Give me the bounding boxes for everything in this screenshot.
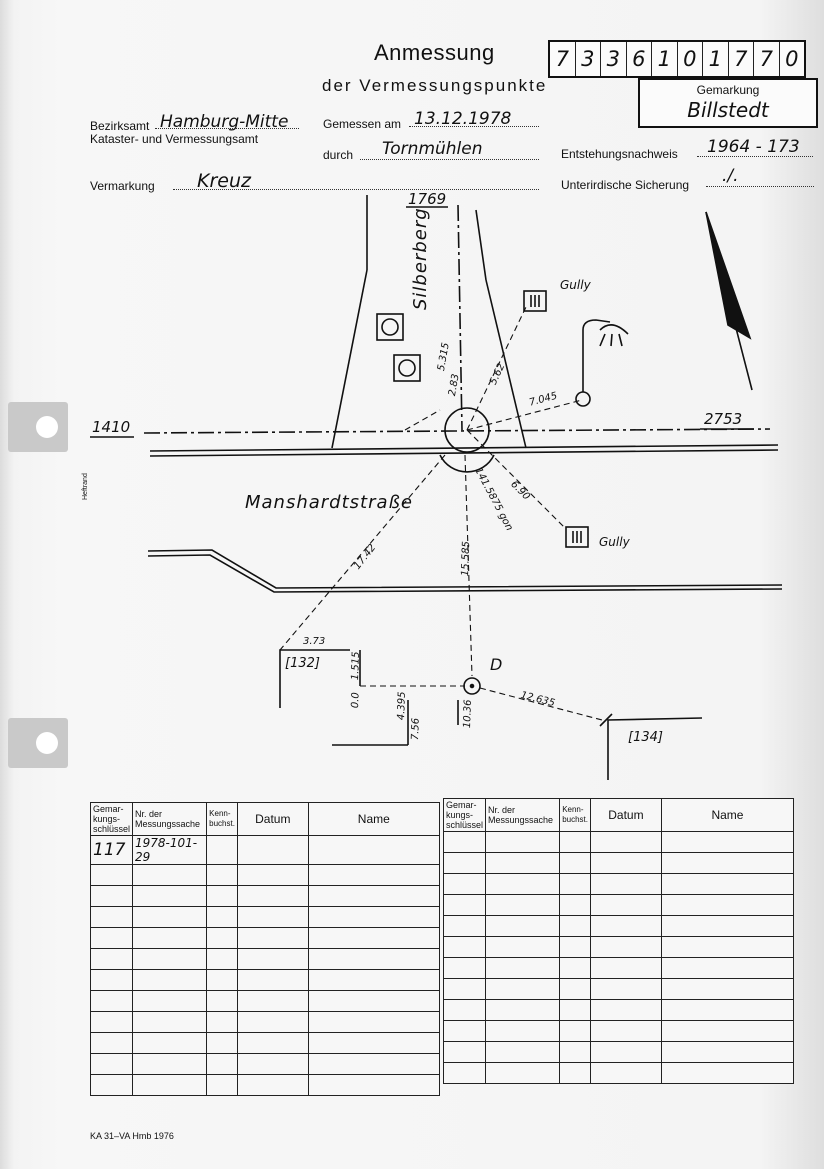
table-cell[interactable] bbox=[486, 895, 560, 916]
table-cell[interactable] bbox=[133, 1012, 207, 1033]
dim-angle: 141.5875 gon bbox=[472, 466, 515, 533]
table-cell[interactable] bbox=[444, 937, 486, 958]
register-header-row bbox=[444, 799, 794, 832]
table-cell[interactable] bbox=[133, 865, 207, 886]
register-header-cell: Kenn-buchst. bbox=[207, 803, 238, 836]
table-cell[interactable] bbox=[91, 928, 133, 949]
table-cell[interactable] bbox=[486, 1063, 560, 1084]
table-cell[interactable] bbox=[661, 958, 793, 979]
table-cell[interactable] bbox=[590, 1021, 661, 1042]
table-cell[interactable] bbox=[207, 886, 238, 907]
form-code: KA 31–VA Hmb 1976 bbox=[90, 1131, 174, 1141]
table-row bbox=[444, 937, 794, 958]
dim-5315: 5.315 bbox=[436, 341, 452, 372]
table-cell[interactable] bbox=[91, 865, 133, 886]
table-cell[interactable] bbox=[661, 937, 793, 958]
table-cell[interactable] bbox=[237, 1033, 308, 1054]
table-cell[interactable] bbox=[560, 832, 591, 853]
table-cell[interactable] bbox=[486, 958, 560, 979]
table-cell[interactable] bbox=[308, 1033, 439, 1054]
table-cell[interactable] bbox=[661, 1021, 793, 1042]
table-cell[interactable] bbox=[91, 991, 133, 1012]
sicherung-label: Unterirdische Sicherung bbox=[561, 178, 690, 192]
table-cell[interactable] bbox=[486, 832, 560, 853]
table-cell[interactable] bbox=[133, 1075, 207, 1096]
table-cell[interactable] bbox=[560, 1000, 591, 1021]
table-cell[interactable] bbox=[207, 1075, 238, 1096]
table-row bbox=[444, 874, 794, 895]
dim-7045: 7.045 bbox=[528, 390, 559, 409]
lamp-base-circle bbox=[576, 392, 590, 406]
ref-132: [132] bbox=[285, 656, 320, 671]
table-cell[interactable] bbox=[661, 895, 793, 916]
table-cell[interactable] bbox=[560, 916, 591, 937]
table-cell[interactable] bbox=[133, 1033, 207, 1054]
register-header-cell: Datum bbox=[237, 803, 308, 836]
table-cell[interactable] bbox=[661, 979, 793, 1000]
dim-373: 3.73 bbox=[303, 636, 326, 647]
table-cell[interactable] bbox=[486, 1000, 560, 1021]
point-number-digit: 0 bbox=[678, 42, 704, 76]
table-cell[interactable] bbox=[661, 1063, 793, 1084]
street-manshardtstrasse: Manshardtstraße bbox=[245, 492, 413, 513]
table-cell[interactable] bbox=[486, 937, 560, 958]
table-cell[interactable] bbox=[91, 1033, 133, 1054]
register-header-cell: Gemar-kungs-schlüssel bbox=[444, 799, 486, 832]
table-cell[interactable] bbox=[590, 937, 661, 958]
register-header-cell: Datum bbox=[590, 799, 661, 832]
table-cell[interactable] bbox=[444, 895, 486, 916]
table-row bbox=[91, 970, 440, 991]
point-number-digit: 1 bbox=[652, 42, 678, 76]
table-cell[interactable] bbox=[661, 832, 793, 853]
table-cell[interactable] bbox=[237, 949, 308, 970]
table-cell[interactable]: 117 bbox=[91, 836, 133, 865]
table-cell[interactable] bbox=[486, 1042, 560, 1063]
table-cell[interactable] bbox=[590, 1000, 661, 1021]
dim-4395: 4.395 bbox=[396, 691, 408, 721]
table-row bbox=[444, 979, 794, 1000]
table-cell[interactable] bbox=[207, 1054, 238, 1075]
point-number-digit: 6 bbox=[627, 42, 653, 76]
table-cell[interactable] bbox=[133, 991, 207, 1012]
table-cell[interactable] bbox=[237, 1075, 308, 1096]
parcel-2753: 2753 bbox=[704, 410, 743, 428]
table-row bbox=[444, 958, 794, 979]
table-cell[interactable] bbox=[91, 886, 133, 907]
table-row bbox=[444, 1063, 794, 1084]
table-cell[interactable] bbox=[560, 1021, 591, 1042]
table-cell[interactable] bbox=[308, 1012, 439, 1033]
dim-756: 7.56 bbox=[410, 717, 422, 741]
table-cell[interactable] bbox=[590, 1042, 661, 1063]
table-cell[interactable] bbox=[207, 907, 238, 928]
table-cell[interactable] bbox=[308, 865, 439, 886]
kataster-label: Kataster- und Vermessungsamt bbox=[90, 132, 259, 146]
table-cell[interactable] bbox=[560, 937, 591, 958]
table-cell[interactable] bbox=[237, 928, 308, 949]
table-cell[interactable] bbox=[133, 928, 207, 949]
gemessen-label: Gemessen am bbox=[323, 117, 402, 131]
register-table-left bbox=[90, 802, 440, 1096]
table-cell[interactable] bbox=[207, 1033, 238, 1054]
table-row bbox=[91, 1012, 440, 1033]
silberberg-edge-right-top bbox=[476, 210, 486, 280]
point-number-digit: 1 bbox=[703, 42, 729, 76]
table-row bbox=[444, 1021, 794, 1042]
table-row bbox=[444, 832, 794, 853]
table-row bbox=[91, 1033, 440, 1054]
hydrant-box-1 bbox=[377, 314, 403, 340]
point-D-label: D bbox=[490, 655, 503, 674]
table-cell[interactable] bbox=[308, 1075, 439, 1096]
bezirksamt-label: Bezirksamt bbox=[90, 119, 150, 133]
register-header-cell: Nr. der Messungssache bbox=[133, 803, 207, 836]
parcel-boundary-horizontal bbox=[144, 429, 770, 433]
table-cell[interactable] bbox=[590, 1063, 661, 1084]
parcel-1410: 1410 bbox=[92, 418, 131, 436]
table-cell[interactable] bbox=[237, 865, 308, 886]
table-cell[interactable] bbox=[590, 874, 661, 895]
table-cell[interactable] bbox=[444, 958, 486, 979]
table-cell[interactable] bbox=[486, 1021, 560, 1042]
durch-value: Tornmühlen bbox=[382, 139, 483, 159]
line-to-hydrant bbox=[467, 400, 582, 430]
bezirksamt-value: Hamburg-Mitte bbox=[160, 112, 289, 132]
table-row bbox=[444, 853, 794, 874]
silberberg-edge-left bbox=[332, 270, 367, 448]
table-cell[interactable] bbox=[661, 874, 793, 895]
table-cell[interactable] bbox=[91, 949, 133, 970]
table-cell[interactable] bbox=[560, 1042, 591, 1063]
table-cell[interactable] bbox=[444, 916, 486, 937]
table-cell[interactable] bbox=[308, 928, 439, 949]
silberberg-edge-right bbox=[486, 280, 526, 448]
table-cell[interactable] bbox=[590, 979, 661, 1000]
gully-bottom-label: Gully bbox=[599, 535, 630, 549]
gully-top-label: Gully bbox=[560, 278, 591, 292]
point-number-digit: 7 bbox=[729, 42, 755, 76]
table-row bbox=[91, 949, 440, 970]
table-cell[interactable] bbox=[91, 907, 133, 928]
vermarkung-label: Vermarkung bbox=[90, 179, 155, 193]
table-row bbox=[91, 836, 440, 865]
dim-2837: 2.83 bbox=[447, 373, 462, 397]
point-number-digit: 0 bbox=[785, 47, 799, 71]
table-row bbox=[91, 907, 440, 928]
table-row bbox=[91, 865, 440, 886]
point-D-center bbox=[471, 685, 474, 688]
table-cell[interactable] bbox=[444, 1000, 486, 1021]
point-number-digit: 7 bbox=[550, 42, 576, 76]
table-row bbox=[91, 1054, 440, 1075]
street-lamp-icon bbox=[583, 320, 610, 392]
table-cell[interactable] bbox=[308, 886, 439, 907]
table-cell[interactable] bbox=[486, 874, 560, 895]
ref-134: [134] bbox=[628, 730, 663, 745]
table-cell[interactable] bbox=[133, 907, 207, 928]
table-cell[interactable] bbox=[560, 874, 591, 895]
table-cell[interactable] bbox=[590, 916, 661, 937]
table-cell[interactable] bbox=[91, 1012, 133, 1033]
table-row bbox=[444, 1042, 794, 1063]
table-cell[interactable] bbox=[444, 874, 486, 895]
street-silberberg: Silberberg bbox=[410, 207, 431, 310]
table-cell[interactable] bbox=[444, 853, 486, 874]
table-cell[interactable] bbox=[444, 979, 486, 1000]
table-row bbox=[444, 1000, 794, 1021]
corner-134 bbox=[608, 718, 702, 780]
table-cell[interactable] bbox=[133, 886, 207, 907]
dim-1036: 10.36 bbox=[462, 699, 474, 729]
gemarkung-value: Billstedt bbox=[687, 98, 769, 122]
table-cell[interactable] bbox=[661, 853, 793, 874]
register-header-row bbox=[91, 803, 440, 836]
register-header-cell: Name bbox=[661, 799, 793, 832]
table-cell[interactable] bbox=[661, 1000, 793, 1021]
table-cell[interactable] bbox=[560, 1063, 591, 1084]
dim-00: 0.0 bbox=[350, 692, 362, 709]
table-row bbox=[91, 991, 440, 1012]
table-cell[interactable] bbox=[486, 853, 560, 874]
form-title: Anmessung bbox=[374, 40, 495, 65]
table-cell[interactable] bbox=[560, 895, 591, 916]
hydrant-box-2 bbox=[394, 355, 420, 381]
table-cell[interactable] bbox=[207, 928, 238, 949]
table-cell[interactable] bbox=[237, 886, 308, 907]
table-cell[interactable] bbox=[237, 991, 308, 1012]
sicherung-value: ./. bbox=[722, 166, 739, 186]
table-cell[interactable] bbox=[237, 836, 308, 865]
table-cell[interactable] bbox=[308, 991, 439, 1012]
table-cell[interactable] bbox=[207, 949, 238, 970]
table-cell[interactable] bbox=[207, 865, 238, 886]
table-row bbox=[444, 895, 794, 916]
table-cell[interactable] bbox=[133, 949, 207, 970]
table-cell[interactable] bbox=[237, 907, 308, 928]
form-subtitle: der Vermessungspunkte bbox=[322, 76, 548, 95]
heftrand-note: Heftrand bbox=[82, 473, 89, 500]
parcel-1769: 1769 bbox=[408, 190, 447, 208]
table-cell[interactable] bbox=[308, 836, 439, 865]
gemessen-value: 13.12.1978 bbox=[414, 109, 512, 129]
table-cell[interactable] bbox=[237, 1054, 308, 1075]
table-row bbox=[91, 886, 440, 907]
table-cell[interactable] bbox=[661, 1042, 793, 1063]
line-to-hydrant-box bbox=[405, 410, 440, 430]
point-number-digit: 3 bbox=[601, 42, 627, 76]
table-cell[interactable] bbox=[486, 979, 560, 1000]
table-cell[interactable] bbox=[590, 853, 661, 874]
table-row bbox=[91, 1075, 440, 1096]
table-cell[interactable] bbox=[444, 1063, 486, 1084]
table-cell[interactable] bbox=[207, 991, 238, 1012]
table-cell[interactable] bbox=[444, 1042, 486, 1063]
table-cell[interactable] bbox=[237, 970, 308, 991]
table-cell[interactable] bbox=[560, 979, 591, 1000]
table-cell[interactable] bbox=[133, 1054, 207, 1075]
dim-562: 5.62 bbox=[488, 361, 508, 387]
dim-690: 6.90 bbox=[508, 479, 532, 503]
register-table-right bbox=[443, 798, 794, 1084]
table-cell[interactable] bbox=[207, 836, 238, 865]
durch-label: durch bbox=[323, 148, 354, 162]
angle-arc bbox=[440, 455, 494, 472]
table-cell[interactable] bbox=[560, 853, 591, 874]
dim-1742: 17.42 bbox=[352, 542, 379, 572]
point-number-digit: 3 bbox=[576, 42, 602, 76]
table-cell[interactable] bbox=[207, 970, 238, 991]
table-cell[interactable] bbox=[91, 1075, 133, 1096]
table-cell[interactable] bbox=[661, 916, 793, 937]
table-cell[interactable] bbox=[237, 1012, 308, 1033]
dim-1515: 1.515 bbox=[350, 651, 362, 681]
entstehung-label: Entstehungsnachweis bbox=[561, 147, 678, 161]
dim-15585: 15.585 bbox=[460, 541, 473, 577]
table-cell[interactable] bbox=[444, 832, 486, 853]
table-cell[interactable] bbox=[486, 916, 560, 937]
table-cell[interactable] bbox=[207, 1012, 238, 1033]
table-cell[interactable] bbox=[444, 1021, 486, 1042]
table-row bbox=[91, 928, 440, 949]
entstehung-value: 1964 - 173 bbox=[707, 137, 800, 157]
table-cell[interactable] bbox=[133, 970, 207, 991]
table-cell[interactable]: 1978-101-29 bbox=[133, 836, 207, 865]
table-cell[interactable] bbox=[308, 907, 439, 928]
vermarkung-value: Kreuz bbox=[197, 170, 251, 192]
table-cell[interactable] bbox=[91, 970, 133, 991]
table-cell[interactable] bbox=[308, 1054, 439, 1075]
register-header-cell: Gemar-kungs-schlüssel bbox=[91, 803, 133, 836]
table-cell[interactable] bbox=[308, 970, 439, 991]
north-arrow-head bbox=[706, 212, 750, 338]
table-cell[interactable] bbox=[590, 958, 661, 979]
table-cell[interactable] bbox=[91, 1054, 133, 1075]
table-cell[interactable] bbox=[590, 832, 661, 853]
table-row bbox=[444, 916, 794, 937]
gemarkung-label: Gemarkung bbox=[696, 83, 760, 97]
table-cell[interactable] bbox=[560, 958, 591, 979]
parcel-boundary-vertical bbox=[458, 205, 462, 430]
register-header-cell: Kenn-buchst. bbox=[560, 799, 591, 832]
table-cell[interactable] bbox=[308, 949, 439, 970]
register-header-cell: Name bbox=[308, 803, 439, 836]
dim-12635: 12.635 bbox=[519, 690, 556, 710]
point-number-digit: 7 bbox=[754, 42, 780, 76]
register-header-cell: Nr. der Messungssache bbox=[486, 799, 560, 832]
table-cell[interactable] bbox=[590, 895, 661, 916]
